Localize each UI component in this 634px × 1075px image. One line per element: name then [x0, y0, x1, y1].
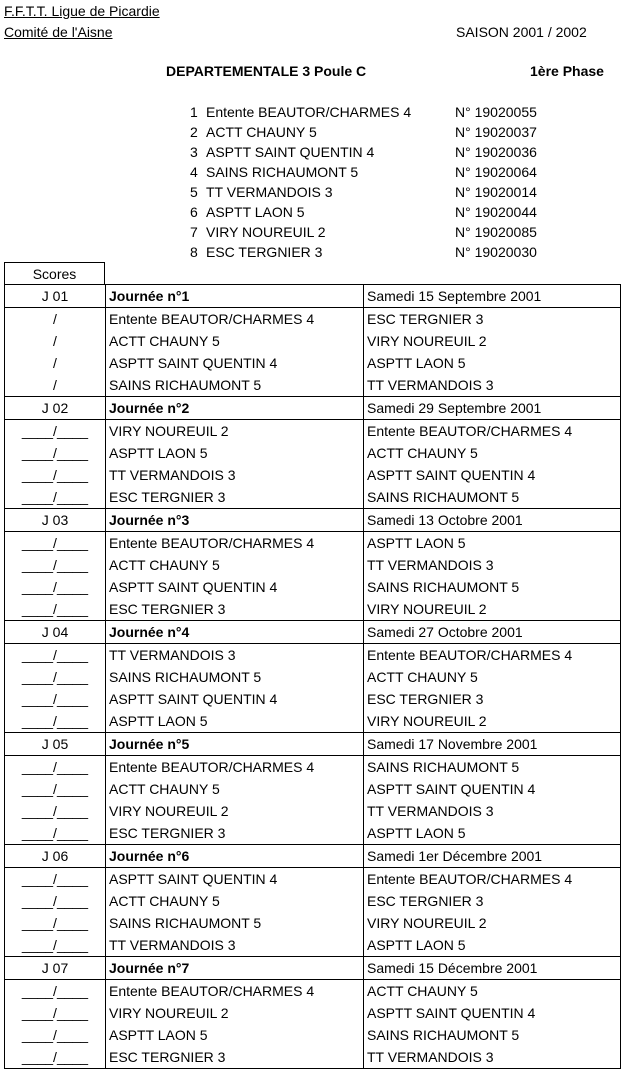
- match-score: ____/____: [5, 576, 106, 598]
- home-team: SAINS RICHAUMONT 5: [106, 374, 364, 397]
- match-row: [5, 532, 621, 555]
- round-code: J 02: [5, 397, 106, 420]
- home-team: TT VERMANDOIS 3: [106, 934, 364, 957]
- match-score: ____/____: [5, 554, 106, 576]
- match-score: ____/____: [5, 420, 106, 443]
- home-team: VIRY NOUREUIL 2: [106, 800, 364, 822]
- match-score: ____/____: [5, 934, 106, 957]
- round-code: J 04: [5, 621, 106, 644]
- away-team: ESC TERGNIER 3: [364, 308, 621, 331]
- team-license-number: N° 19020037: [455, 124, 537, 140]
- away-team: ESC TERGNIER 3: [364, 890, 621, 912]
- team-number: 6: [190, 204, 198, 220]
- round-code: J 06: [5, 845, 106, 868]
- team-license-number: N° 19020064: [455, 164, 537, 180]
- round-date: Samedi 17 Novembre 2001: [364, 733, 621, 756]
- team-license-number: N° 19020055: [455, 104, 537, 120]
- home-team: VIRY NOUREUIL 2: [106, 420, 364, 443]
- round-date: Samedi 1er Décembre 2001: [364, 845, 621, 868]
- home-team: ACTT CHAUNY 5: [106, 890, 364, 912]
- match-score: ____/____: [5, 688, 106, 710]
- round-date: Samedi 15 Septembre 2001: [364, 285, 621, 308]
- team-number: 2: [190, 124, 198, 140]
- away-team: SAINS RICHAUMONT 5: [364, 576, 621, 598]
- away-team: ASPTT LAON 5: [364, 532, 621, 555]
- match-row: [5, 644, 621, 667]
- scores-header: Scores: [4, 262, 105, 284]
- away-team: ESC TERGNIER 3: [364, 688, 621, 710]
- match-score: /: [5, 374, 106, 397]
- match-row: [5, 800, 621, 822]
- division-title: DEPARTEMENTALE 3 Poule C: [166, 63, 367, 79]
- home-team: ASPTT LAON 5: [106, 710, 364, 733]
- round-header-row: [5, 733, 621, 756]
- schedule-table: [4, 284, 621, 1069]
- match-row: [5, 420, 621, 443]
- match-row: [5, 598, 621, 621]
- match-row: [5, 778, 621, 800]
- match-row: [5, 330, 621, 352]
- match-row: [5, 464, 621, 486]
- match-score: /: [5, 352, 106, 374]
- committee-name: Comité de l'Aisne: [4, 24, 113, 40]
- away-team: SAINS RICHAUMONT 5: [364, 1024, 621, 1046]
- round-title: Journée n°2: [106, 397, 364, 420]
- match-score: ____/____: [5, 598, 106, 621]
- round-header-row: [5, 509, 621, 532]
- match-score: ____/____: [5, 912, 106, 934]
- home-team: TT VERMANDOIS 3: [106, 464, 364, 486]
- match-row: [5, 890, 621, 912]
- match-score: ____/____: [5, 756, 106, 779]
- away-team: VIRY NOUREUIL 2: [364, 598, 621, 621]
- home-team: ESC TERGNIER 3: [106, 486, 364, 509]
- home-team: Entente BEAUTOR/CHARMES 4: [106, 980, 364, 1003]
- round-code: J 03: [5, 509, 106, 532]
- match-score: ____/____: [5, 980, 106, 1003]
- away-team: ASPTT LAON 5: [364, 822, 621, 845]
- team-license-number: N° 19020085: [455, 224, 537, 240]
- match-score: ____/____: [5, 1024, 106, 1046]
- round-code: J 05: [5, 733, 106, 756]
- round-title: Journée n°7: [106, 957, 364, 980]
- match-row: [5, 576, 621, 598]
- match-row: [5, 352, 621, 374]
- home-team: ASPTT SAINT QUENTIN 4: [106, 352, 364, 374]
- home-team: ESC TERGNIER 3: [106, 822, 364, 845]
- away-team: ACTT CHAUNY 5: [364, 980, 621, 1003]
- match-score: ____/____: [5, 666, 106, 688]
- away-team: TT VERMANDOIS 3: [364, 554, 621, 576]
- home-team: ACTT CHAUNY 5: [106, 330, 364, 352]
- away-team: VIRY NOUREUIL 2: [364, 330, 621, 352]
- round-header-row: [5, 397, 621, 420]
- team-name: ASPTT SAINT QUENTIN 4: [206, 144, 375, 160]
- home-team: Entente BEAUTOR/CHARMES 4: [106, 756, 364, 779]
- home-team: SAINS RICHAUMONT 5: [106, 912, 364, 934]
- away-team: Entente BEAUTOR/CHARMES 4: [364, 420, 621, 443]
- team-name: VIRY NOUREUIL 2: [206, 224, 326, 240]
- away-team: ASPTT SAINT QUENTIN 4: [364, 464, 621, 486]
- away-team: ASPTT SAINT QUENTIN 4: [364, 778, 621, 800]
- round-header-row: [5, 621, 621, 644]
- home-team: Entente BEAUTOR/CHARMES 4: [106, 532, 364, 555]
- league-name: F.F.T.T. Ligue de Picardie: [4, 3, 160, 19]
- home-team: ASPTT LAON 5: [106, 442, 364, 464]
- match-row: [5, 822, 621, 845]
- match-score: ____/____: [5, 486, 106, 509]
- team-number: 5: [190, 184, 198, 200]
- match-score: ____/____: [5, 532, 106, 555]
- phase-label: 1ère Phase: [530, 63, 604, 79]
- team-name: TT VERMANDOIS 3: [206, 184, 333, 200]
- match-row: [5, 1024, 621, 1046]
- match-score: ____/____: [5, 1046, 106, 1069]
- match-score: ____/____: [5, 822, 106, 845]
- away-team: ACTT CHAUNY 5: [364, 666, 621, 688]
- match-row: [5, 554, 621, 576]
- match-row: [5, 666, 621, 688]
- round-title: Journée n°3: [106, 509, 364, 532]
- match-score: ____/____: [5, 778, 106, 800]
- match-row: [5, 980, 621, 1003]
- team-number: 7: [190, 224, 198, 240]
- home-team: ASPTT LAON 5: [106, 1024, 364, 1046]
- match-row: [5, 1002, 621, 1024]
- match-row: [5, 486, 621, 509]
- home-team: ASPTT SAINT QUENTIN 4: [106, 868, 364, 891]
- round-header-row: [5, 957, 621, 980]
- round-date: Samedi 15 Décembre 2001: [364, 957, 621, 980]
- match-score: /: [5, 330, 106, 352]
- away-team: Entente BEAUTOR/CHARMES 4: [364, 644, 621, 667]
- home-team: VIRY NOUREUIL 2: [106, 1002, 364, 1024]
- home-team: ESC TERGNIER 3: [106, 1046, 364, 1069]
- away-team: SAINS RICHAUMONT 5: [364, 486, 621, 509]
- home-team: ASPTT SAINT QUENTIN 4: [106, 576, 364, 598]
- team-license-number: N° 19020014: [455, 184, 537, 200]
- team-number: 1: [190, 104, 198, 120]
- round-code: J 07: [5, 957, 106, 980]
- home-team: Entente BEAUTOR/CHARMES 4: [106, 308, 364, 331]
- match-score: ____/____: [5, 442, 106, 464]
- season-label: SAISON 2001 / 2002: [456, 24, 587, 40]
- away-team: ASPTT SAINT QUENTIN 4: [364, 1002, 621, 1024]
- team-license-number: N° 19020030: [455, 244, 537, 260]
- away-team: TT VERMANDOIS 3: [364, 1046, 621, 1069]
- match-row: [5, 308, 621, 331]
- team-number: 4: [190, 164, 198, 180]
- round-code: J 01: [5, 285, 106, 308]
- team-name: ESC TERGNIER 3: [206, 244, 323, 260]
- match-row: [5, 1046, 621, 1069]
- team-name: SAINS RICHAUMONT 5: [206, 164, 359, 180]
- team-name: ASPTT LAON 5: [206, 204, 305, 220]
- match-score: ____/____: [5, 644, 106, 667]
- match-row: [5, 442, 621, 464]
- team-number: 8: [190, 244, 198, 260]
- team-name: Entente BEAUTOR/CHARMES 4: [206, 104, 412, 120]
- away-team: VIRY NOUREUIL 2: [364, 912, 621, 934]
- match-score: ____/____: [5, 800, 106, 822]
- round-date: Samedi 27 Octobre 2001: [364, 621, 621, 644]
- round-date: Samedi 13 Octobre 2001: [364, 509, 621, 532]
- away-team: ACTT CHAUNY 5: [364, 442, 621, 464]
- match-score: ____/____: [5, 890, 106, 912]
- match-row: [5, 374, 621, 397]
- team-number: 3: [190, 144, 198, 160]
- home-team: ASPTT SAINT QUENTIN 4: [106, 688, 364, 710]
- team-license-number: N° 19020036: [455, 144, 537, 160]
- home-team: TT VERMANDOIS 3: [106, 644, 364, 667]
- away-team: ASPTT LAON 5: [364, 352, 621, 374]
- away-team: TT VERMANDOIS 3: [364, 800, 621, 822]
- away-team: VIRY NOUREUIL 2: [364, 710, 621, 733]
- match-score: ____/____: [5, 464, 106, 486]
- match-score: /: [5, 308, 106, 331]
- match-score: ____/____: [5, 710, 106, 733]
- round-title: Journée n°6: [106, 845, 364, 868]
- round-date: Samedi 29 Septembre 2001: [364, 397, 621, 420]
- match-row: [5, 688, 621, 710]
- match-score: ____/____: [5, 1002, 106, 1024]
- match-score: ____/____: [5, 868, 106, 891]
- home-team: ESC TERGNIER 3: [106, 598, 364, 621]
- home-team: ACTT CHAUNY 5: [106, 554, 364, 576]
- match-row: [5, 912, 621, 934]
- away-team: Entente BEAUTOR/CHARMES 4: [364, 868, 621, 891]
- away-team: TT VERMANDOIS 3: [364, 374, 621, 397]
- away-team: ASPTT LAON 5: [364, 934, 621, 957]
- round-header-row: [5, 285, 621, 308]
- round-title: Journée n°1: [106, 285, 364, 308]
- away-team: SAINS RICHAUMONT 5: [364, 756, 621, 779]
- match-row: [5, 868, 621, 891]
- match-row: [5, 934, 621, 957]
- home-team: SAINS RICHAUMONT 5: [106, 666, 364, 688]
- match-row: [5, 756, 621, 779]
- home-team: ACTT CHAUNY 5: [106, 778, 364, 800]
- team-license-number: N° 19020044: [455, 204, 537, 220]
- match-row: [5, 710, 621, 733]
- round-title: Journée n°4: [106, 621, 364, 644]
- team-name: ACTT CHAUNY 5: [206, 124, 317, 140]
- round-title: Journée n°5: [106, 733, 364, 756]
- round-header-row: [5, 845, 621, 868]
